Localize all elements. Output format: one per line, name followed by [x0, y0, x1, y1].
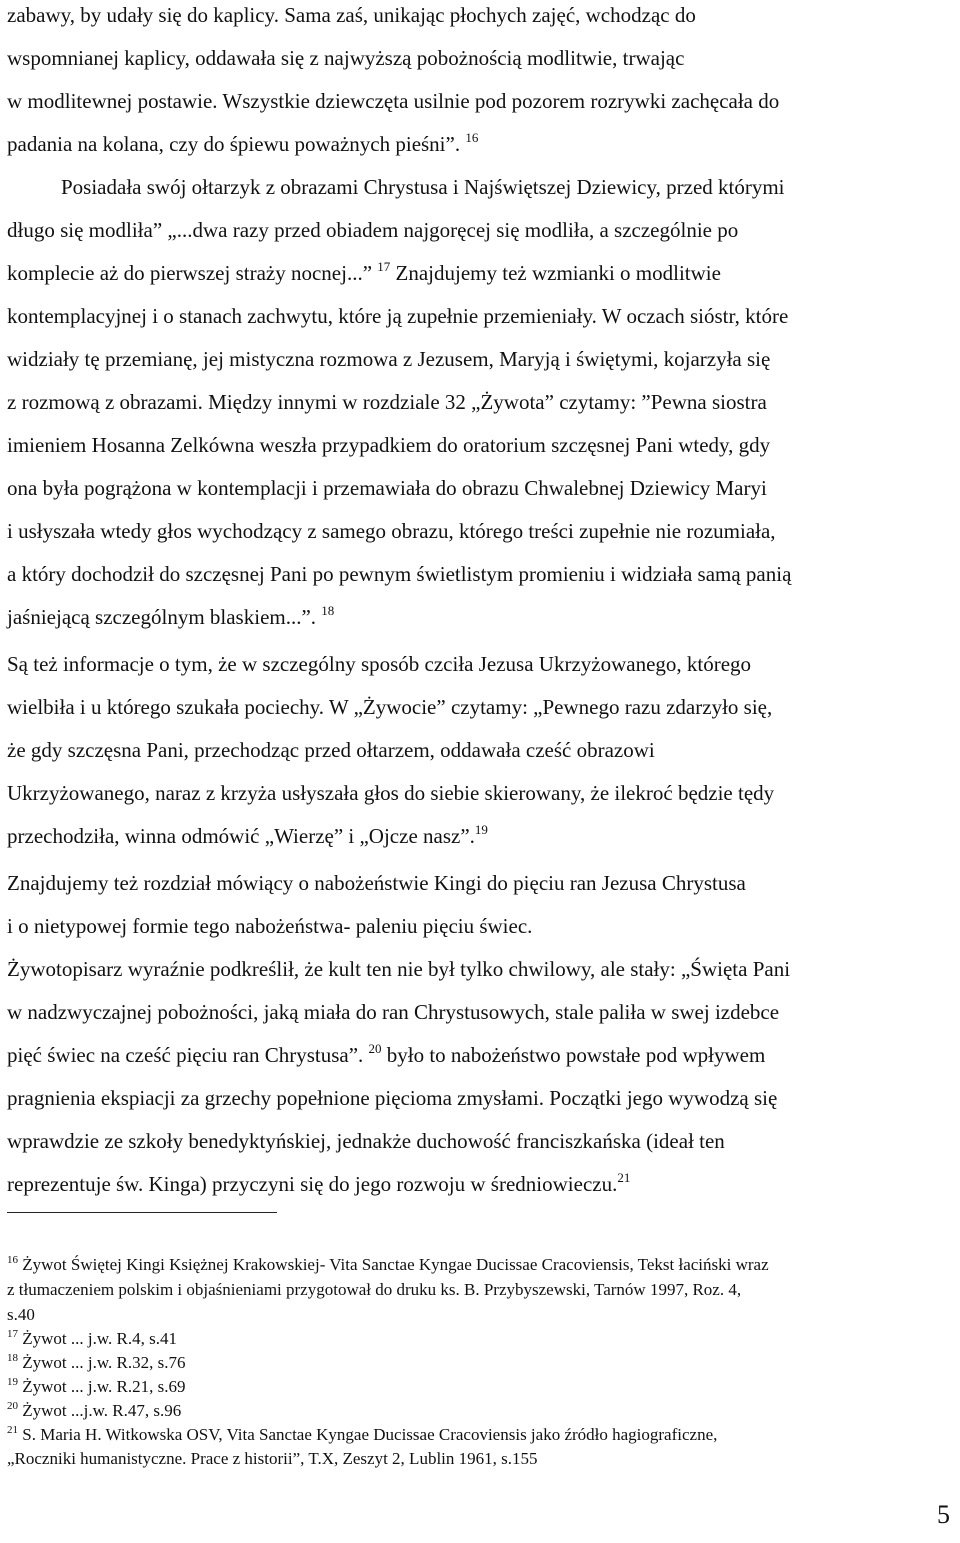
- text-line: a który dochodził do szczęsnej Pani po pewnym świetlistym promieniu i widziała samą panią: [7, 562, 792, 586]
- text-line: ona była pogrążona w kontemplacji i przemawiała do obrazu Chwalebnej Dziewicy Maryi: [7, 476, 767, 500]
- text-line: [7, 1172, 630, 1199]
- text-line: że gdy szczęsna Pani, przechodząc przed ołtarzem, oddawała cześć obrazowi: [7, 738, 655, 762]
- text-line: w modlitewnej postawie. Wszystkie dziewczęta usilnie pod pozorem rozrywki zachęcała do: [7, 89, 780, 113]
- footnote-divider: [7, 1212, 277, 1213]
- text-line: i usłyszała wtedy głos wychodzący z samego obrazu, którego treści zupełnie nie rozumiała,: [7, 519, 776, 543]
- footnote-ref: 17: [377, 259, 391, 274]
- text-line: z rozmową z obrazami. Między innymi w rozdziale 32 „Żywota” czytamy: ”Pewna siostra: [7, 390, 767, 414]
- text-span: Znajdujemy też wzmianki o modlitwie: [395, 261, 721, 285]
- text-span: przechodziła, winna odmówić „Wierzę” i „Ojcze nasz”.: [7, 824, 475, 848]
- footnote-text: Żywot ...j.w. R.47, s.96: [22, 1401, 182, 1420]
- page-number: 5: [937, 1500, 950, 1529]
- text-span: było to nabożeństwo powstałe pod wpływem: [386, 1043, 766, 1067]
- text-line: Są też informacje o tym, że w szczególny sposób czciła Jezusa Ukrzyżowanego, którego: [7, 652, 752, 676]
- footnote-number: 16: [7, 1254, 18, 1266]
- footnote-16-cont: z tłumaczeniem polskim i objaśnieniami przygotował do druku ks. B. Przybyszewski, Tarnów 1997, Roz. 4,: [7, 1280, 742, 1299]
- text-span: jaśniejącą szczególnym blaskiem...”.: [7, 605, 317, 629]
- footnote-number: 20: [7, 1400, 18, 1412]
- text-line: wspomnianej kaplicy, oddawała się z najwyższą pobożnością modlitwie, trwając: [7, 46, 685, 70]
- footnote-ref: 19: [474, 822, 488, 837]
- text-line: Żywotopisarz wyraźnie podkreślił, że kult ten nie był tylko chwilowy, ale stały: „Święta Pani: [7, 957, 791, 981]
- footnote-text: Żywot ... j.w. R.21, s.69: [22, 1377, 186, 1396]
- text-span: padania na kolana, czy do śpiewu poważnych pieśni”.: [7, 132, 461, 156]
- text-line: zabawy, by udały się do kaplicy. Sama zaś, unikając płochych zajęć, wchodząc do: [7, 3, 696, 27]
- text-line: kontemplacyjnej i o stanach zachwytu, które ją zupełnie przemieniały. W oczach sióstr, które: [7, 304, 789, 328]
- footnote-ref: 16: [465, 130, 479, 145]
- footnote-18: [7, 1353, 186, 1375]
- text-line: widziały tę przemianę, jej mistyczna rozmowa z Jezusem, Maryją i świętymi, kojarzyła się: [7, 347, 771, 371]
- footnote-20: [7, 1401, 181, 1423]
- footnote-ref: 20: [368, 1041, 382, 1056]
- text-line: imieniem Hosanna Zelkówna weszła przypadkiem do oratorium szczęsnej Pani wtedy, gdy: [7, 433, 771, 457]
- footnote-ref: 21: [617, 1170, 631, 1185]
- footnote-16: [7, 1255, 769, 1277]
- text-line: i o nietypowej formie tego nabożeństwa- paleniu pięciu świec.: [7, 914, 533, 938]
- text-line: [7, 824, 488, 851]
- footnote-text: Żywot ... j.w. R.32, s.76: [22, 1353, 186, 1372]
- footnote-number: 21: [7, 1424, 18, 1436]
- text-line: w nadzwyczajnej pobożności, jaką miała do ran Chrystusowych, stale paliła w swej izdebce: [7, 1000, 780, 1024]
- footnote-number: 19: [7, 1376, 18, 1388]
- footnote-text: Żywot Świętej Kingi Księżnej Krakowskiej- Vita Sanctae Kyngae Ducissae Cracoviensis, Tekst łaciński wraz: [22, 1255, 769, 1274]
- footnote-21: [7, 1425, 717, 1447]
- text-line: wprawdzie ze szkoły benedyktyńskiej, jednakże duchowość franciszkańska (ideał ten: [7, 1129, 725, 1153]
- footnote-number: 17: [7, 1328, 18, 1340]
- text-line: wielbiła i u którego szukała pociechy. W „Żywocie” czytamy: „Pewnego razu zdarzyło się,: [7, 695, 773, 719]
- footnote-21-cont: „Roczniki humanistyczne. Prace z historii”, T.X, Zeszyt 2, Lublin 1961, s.155: [7, 1449, 538, 1468]
- footnote-text: S. Maria H. Witkowska OSV, Vita Sanctae Kyngae Ducissae Cracoviensis jako źródło hagiograficzne,: [22, 1425, 718, 1444]
- text-line: [7, 605, 334, 632]
- text-line: Znajdujemy też rozdział mówiący o nabożeństwie Kingi do pięciu ran Jezusa Chrystusa: [7, 871, 746, 895]
- text-span: pięć świec na cześć pięciu ran Chrystusa”.: [7, 1043, 364, 1067]
- footnote-text: Żywot ... j.w. R.4, s.41: [22, 1329, 177, 1348]
- footnote-16-cont: s.40: [7, 1305, 35, 1324]
- text-line: długo się modliła” „...dwa razy przed obiadem najgoręcej się modliła, a szczególnie po: [7, 218, 739, 242]
- text-span: reprezentuje św. Kinga) przyczyni się do jego rozwoju w średniowieczu.: [7, 1172, 618, 1196]
- text-line: Ukrzyżowanego, naraz z krzyża usłyszała głos do siebie skierowany, że ilekroć będzie tędy: [7, 781, 775, 805]
- text-span: komplecie aż do pierwszej straży nocnej...”: [7, 261, 373, 285]
- footnote-number: 18: [7, 1352, 18, 1364]
- footnote-19: [7, 1377, 186, 1399]
- text-line: [7, 261, 721, 288]
- text-line: Posiadała swój ołtarzyk z obrazami Chrystusa i Najświętszej Dziewicy, przed którymi: [61, 175, 785, 199]
- text-line: pragnienia ekspiacji za grzechy popełnione pięcioma zmysłami. Początki jego wywodzą się: [7, 1086, 778, 1110]
- footnote-17: [7, 1329, 177, 1351]
- text-line: [7, 132, 478, 159]
- footnote-ref: 18: [321, 603, 335, 618]
- text-line: [7, 1043, 765, 1070]
